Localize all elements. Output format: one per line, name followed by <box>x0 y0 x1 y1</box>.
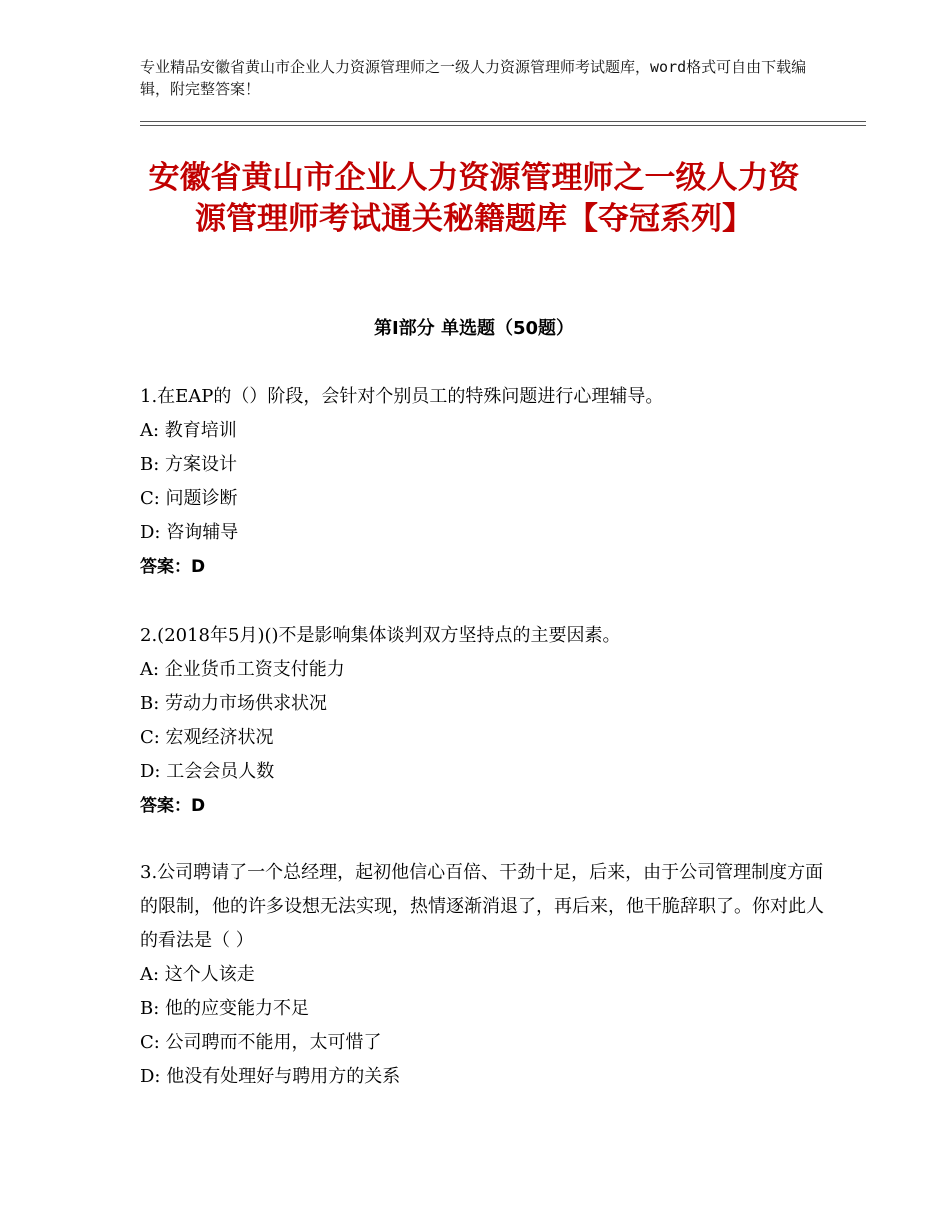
option-b: B: 方案设计 <box>140 454 238 475</box>
option-c: C: 公司聘而不能用，太可惜了 <box>140 1032 382 1053</box>
option-b: B: 他的应变能力不足 <box>140 998 310 1019</box>
question-2 <box>140 619 830 823</box>
section-title: 第Ⅰ部分 单选题（50题） <box>373 318 574 339</box>
question-stem: 1.在EAP的（）阶段，会针对个别员工的特殊问题进行心理辅导。 <box>140 386 664 407</box>
header-divider-bottom <box>140 125 866 126</box>
option-c: C: 宏观经济状况 <box>140 727 274 748</box>
option-a: A: 这个人该走 <box>140 964 255 985</box>
question-stem: 2.(2018年5月)()不是影响集体谈判双方坚持点的主要因素。 <box>140 625 621 646</box>
option-b: B: 劳动力市场供求状况 <box>140 693 328 714</box>
option-a: A: 企业货币工资支付能力 <box>140 659 345 680</box>
option-c: C: 问题诊断 <box>140 488 238 509</box>
option-list <box>140 653 830 789</box>
question-1 <box>140 380 830 584</box>
option-a: A: 教育培训 <box>140 420 237 441</box>
header-note: 专业精品安徽省黄山市企业人力资源管理师之一级人力资源管理师考试题库，word格式可自由下载编辑，附完整答案！ <box>140 58 807 98</box>
option-list <box>140 958 830 1094</box>
header-divider-top <box>140 121 866 122</box>
option-d: D: 工会会员人数 <box>140 761 275 782</box>
question-stem: 3.公司聘请了一个总经理，起初他信心百倍、干劲十足，后来，由于公司管理制度方面的限制，他的许多设想无法实现，热情逐渐消退了，再后来，他干脆辞职了。你对此人的看法是（ ） <box>140 862 824 951</box>
option-d: D: 咨询辅导 <box>140 522 239 543</box>
answer-line: 答案：D <box>140 557 206 577</box>
option-list <box>140 414 830 550</box>
answer-line: 答案：D <box>140 796 206 816</box>
document-title: 安徽省黄山市企业人力资源管理师之一级人力资源管理师考试通关秘籍题库【夺冠系列】 <box>148 160 800 237</box>
option-d: D: 他没有处理好与聘用方的关系 <box>140 1066 401 1087</box>
question-3 <box>140 856 830 1094</box>
